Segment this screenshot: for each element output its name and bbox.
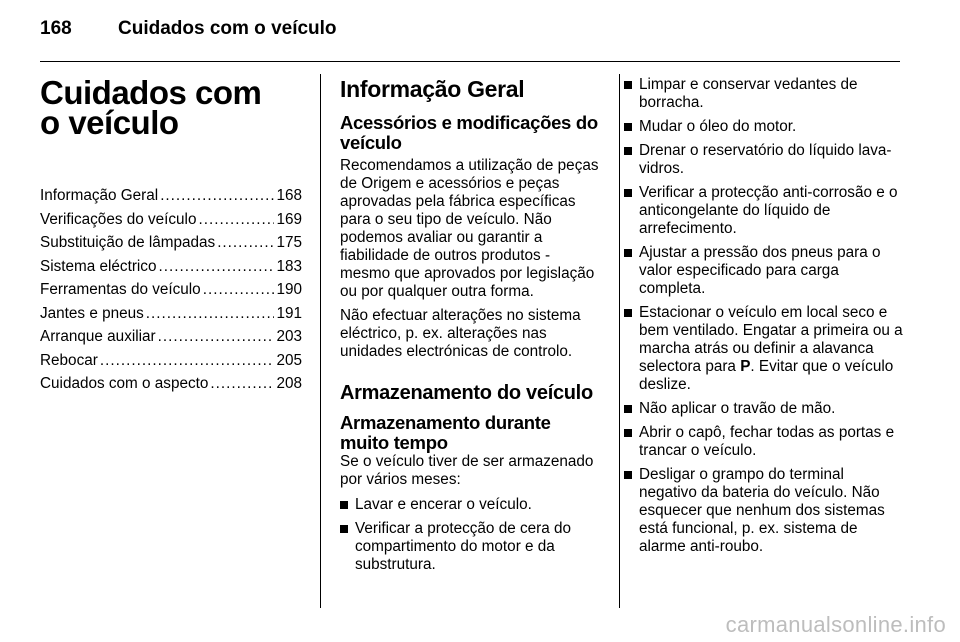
bullet-square-icon bbox=[624, 249, 632, 257]
toc-entry[interactable] bbox=[40, 278, 302, 302]
toc-entry-label: Cuidados com o aspecto bbox=[40, 375, 209, 392]
toc-entry[interactable] bbox=[40, 231, 302, 255]
toc-entry-label: Arranque auxiliar bbox=[40, 328, 156, 345]
subheading-long-storage: Armazenamento durante muito tempo bbox=[340, 412, 551, 453]
list-item-text-park bbox=[639, 304, 903, 393]
list-item bbox=[624, 424, 904, 460]
list-item-text: Desligar o grampo do terminal negativo da bateria do veículo. Não esquecer que nenhum dos sistemas está funcional, p. ex. sistema de alarme anti-roubo. bbox=[639, 466, 885, 555]
column-divider-right bbox=[619, 74, 620, 608]
toc-entry-label: Informação Geral bbox=[40, 187, 159, 204]
bullet-square-icon bbox=[340, 501, 348, 509]
toc-leader-dots bbox=[203, 278, 275, 302]
toc-entry-page: 169 bbox=[276, 210, 302, 228]
section-heading-storage: Armazenamento do veículo bbox=[340, 382, 593, 404]
toc-entry-label: Rebocar bbox=[40, 351, 98, 369]
list-item-text: Verificar a protecção anti-corrosão e o anticongelante do líquido de arrefecimento. bbox=[639, 184, 898, 237]
toc-leader-dots bbox=[158, 325, 275, 349]
page-header bbox=[40, 18, 900, 48]
toc-entry-page: 168 bbox=[276, 187, 302, 204]
toc-entry-label: Ferramentas do veículo bbox=[40, 281, 201, 298]
list-item-text: Ajustar a pressão dos pneus para o valor especificado para carga completa. bbox=[639, 244, 881, 297]
toc-entry-page: 205 bbox=[276, 351, 302, 369]
list-item-text: Drenar o reservatório do líquido lava-vidros. bbox=[639, 142, 892, 177]
bullet-square-icon bbox=[624, 123, 632, 131]
section-heading-general: Informação Geral bbox=[340, 76, 525, 102]
toc-leader-dots bbox=[217, 231, 274, 255]
list-item-text: Abrir o capô, fechar todas as portas e trancar o veículo. bbox=[639, 424, 895, 459]
toc-entry[interactable] bbox=[40, 325, 302, 349]
list-item bbox=[624, 304, 904, 394]
storage-steps-list-continued bbox=[624, 76, 904, 556]
gear-position-p: P bbox=[740, 358, 751, 375]
paragraph-electrical: Não efectuar alterações no sistema eléctrico, p. ex. alterações nas unidades electrónicas de controlo. bbox=[340, 307, 581, 360]
toc-leader-dots bbox=[210, 372, 274, 396]
list-item bbox=[624, 76, 904, 112]
middle-column bbox=[340, 74, 604, 580]
chapter-title-line1: Cuidados com bbox=[40, 74, 262, 111]
toc-entry-label: Verificações do veículo bbox=[40, 210, 197, 228]
list-item bbox=[340, 520, 604, 574]
toc-leader-dots bbox=[160, 184, 274, 208]
chapter-title bbox=[40, 74, 302, 141]
toc-entry-page: 175 bbox=[276, 234, 302, 251]
column-divider-left bbox=[320, 74, 321, 608]
chapter-column bbox=[40, 74, 302, 396]
toc-leader-dots bbox=[158, 255, 274, 279]
toc-entry[interactable] bbox=[40, 302, 302, 326]
chapter-title-line2: o veículo bbox=[40, 104, 179, 141]
park-text-before: Estacionar o veículo em local seco e bem ventilado. Engatar a primeira ou a marcha atrás ou definir a alavanca selectora para bbox=[639, 304, 903, 375]
bullet-square-icon bbox=[624, 147, 632, 155]
bullet-square-icon bbox=[340, 525, 348, 533]
list-item-text: Lavar e encerar o veículo. bbox=[355, 496, 532, 513]
list-item bbox=[624, 184, 904, 238]
bullet-square-icon bbox=[624, 471, 632, 479]
toc-entry-page: 183 bbox=[276, 257, 302, 275]
bullet-square-icon bbox=[624, 405, 632, 413]
list-item bbox=[624, 466, 904, 556]
toc-entry[interactable] bbox=[40, 255, 302, 279]
list-item bbox=[624, 400, 904, 418]
bullet-square-icon bbox=[624, 309, 632, 317]
right-column bbox=[624, 74, 904, 562]
list-item bbox=[624, 118, 904, 136]
toc-entry[interactable] bbox=[40, 372, 302, 396]
paragraph-storage-intro: Se o veículo tiver de ser armazenado por vários meses: bbox=[340, 453, 594, 488]
toc-entry[interactable] bbox=[40, 208, 302, 232]
toc-entry-label: Sistema eléctrico bbox=[40, 257, 157, 275]
bullet-square-icon bbox=[624, 189, 632, 197]
paragraph-accessories: Recomendamos a utilização de peças de Origem e acessórios e peças aprovadas pela fábrica específicas para o seu tipo de veículo. Não podemos avaliar ou garantir a fiabilidade de outros produtos - mesmo que aprovados por legislação ou por qualquer outra forma. bbox=[340, 157, 599, 300]
toc-entry-label: Jantes e pneus bbox=[40, 304, 144, 322]
bullet-square-icon bbox=[624, 429, 632, 437]
toc-leader-dots bbox=[146, 302, 275, 326]
toc-entry[interactable] bbox=[40, 349, 302, 373]
toc-entry-page: 191 bbox=[276, 304, 302, 322]
list-item-text: Mudar o óleo do motor. bbox=[639, 118, 797, 135]
toc-entry[interactable] bbox=[40, 184, 302, 208]
storage-steps-list bbox=[340, 496, 604, 574]
header-rule bbox=[40, 61, 900, 62]
list-item-text: Limpar e conservar vedantes de borracha. bbox=[639, 76, 858, 111]
list-item-text: Verificar a protecção de cera do compartimento do motor e da substrutura. bbox=[355, 520, 571, 573]
subheading-accessories: Acessórios e modificações do veículo bbox=[340, 112, 598, 153]
list-item-text: Não aplicar o travão de mão. bbox=[639, 400, 836, 417]
park-text-after: . Evitar que o veículo deslize. bbox=[639, 358, 894, 393]
watermark: carmanualsonline.info bbox=[725, 612, 946, 637]
toc-leader-dots bbox=[100, 349, 275, 373]
toc-entry-label: Substituição de lâmpadas bbox=[40, 234, 216, 251]
toc-entry-page: 208 bbox=[276, 375, 302, 392]
list-item bbox=[340, 496, 604, 514]
page-number: 168 bbox=[40, 18, 72, 39]
list-item bbox=[624, 244, 904, 298]
bullet-square-icon bbox=[624, 81, 632, 89]
list-item bbox=[624, 142, 904, 178]
running-title: Cuidados com o veículo bbox=[118, 18, 337, 39]
table-of-contents bbox=[40, 184, 302, 396]
toc-entry-page: 203 bbox=[276, 328, 302, 345]
toc-entry-page: 190 bbox=[276, 281, 302, 298]
toc-leader-dots bbox=[198, 208, 274, 232]
